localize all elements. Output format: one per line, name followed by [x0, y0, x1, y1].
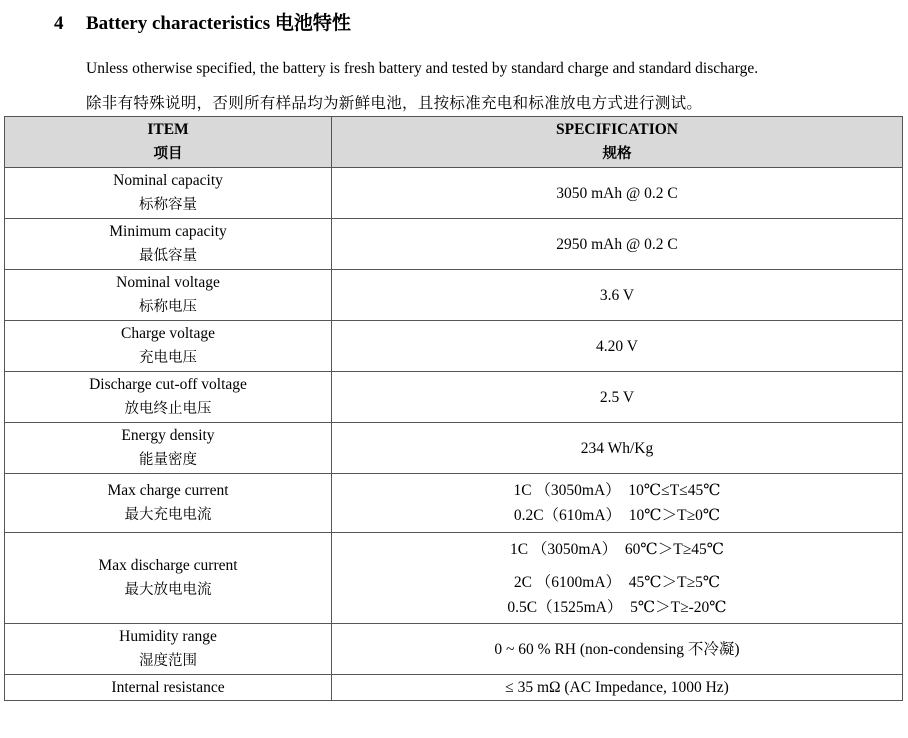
header-item-cn: 项目	[153, 146, 183, 162]
spec-cell: 2950 mAh @ 0.2 C	[332, 219, 903, 270]
item-cell	[5, 270, 332, 321]
header-spec-cn: 规格	[602, 146, 632, 162]
table-row	[5, 321, 903, 372]
spec-cell	[332, 474, 903, 533]
spec-cell: 3.6 V	[332, 270, 903, 321]
item-en: Charge voltage	[121, 325, 215, 342]
item-cn: 能量密度	[139, 452, 197, 468]
spec-cell: ≤ 35 mΩ (AC Impedance, 1000 Hz)	[332, 675, 903, 701]
spec-cell: 0 ~ 60 % RH (non-condensing 不冷凝)	[332, 624, 903, 675]
header-item-en: ITEM	[147, 121, 189, 138]
table-header-row	[5, 117, 903, 168]
charge-current-line: 0.2C（610mA） 10℃＞T≥0℃	[513, 507, 721, 524]
item-cell	[5, 168, 332, 219]
item-cn: 最大充电电流	[124, 507, 212, 523]
item-cn: 最大放电电流	[124, 582, 212, 598]
intro-english: Unless otherwise specified, the battery is fresh battery and tested by standard charge and standard discharge.	[86, 60, 759, 77]
table-row-internal-resistance	[5, 675, 903, 701]
item-cn: 充电电压	[139, 350, 197, 366]
spec-cell: 3050 mAh @ 0.2 C	[332, 168, 903, 219]
item-cell	[5, 624, 332, 675]
table-row-max-charge	[5, 474, 903, 533]
header-spec-cell	[332, 117, 903, 168]
spec-cell: 234 Wh/Kg	[332, 423, 903, 474]
item-cell	[5, 219, 332, 270]
item-en: Nominal capacity	[113, 172, 223, 189]
item-cn: 放电终止电压	[124, 401, 212, 417]
item-cell	[5, 321, 332, 372]
item-cn: 标称容量	[139, 197, 197, 213]
item-en: Discharge cut-off voltage	[89, 376, 247, 393]
item-cn: 标称电压	[139, 299, 197, 315]
item-en: Max discharge current	[98, 557, 238, 574]
table-row-max-discharge	[5, 533, 903, 624]
item-en: Humidity range	[119, 628, 217, 645]
table-row-humidity	[5, 624, 903, 675]
charge-current-line: 1C （3050mA） 10℃≤T≤45℃	[513, 482, 721, 499]
item-en: Max charge current	[107, 482, 229, 499]
section-number: 4	[54, 13, 64, 34]
table-row	[5, 270, 903, 321]
item-en: Internal resistance	[111, 679, 225, 696]
item-cn: 湿度范围	[139, 653, 197, 669]
item-cell	[5, 474, 332, 533]
header-item-cell	[5, 117, 332, 168]
spec-cell: 2.5 V	[332, 372, 903, 423]
table-row	[5, 168, 903, 219]
section-title: Battery characteristics 电池特性	[86, 13, 351, 34]
spec-cell: 4.20 V	[332, 321, 903, 372]
discharge-current-line: 2C （6100mA） 45℃＞T≥5℃	[513, 573, 721, 591]
table-row	[5, 372, 903, 423]
item-en: Minimum capacity	[109, 223, 227, 240]
table-row	[5, 423, 903, 474]
item-cell	[5, 533, 332, 624]
section-heading	[54, 8, 351, 35]
header-spec-en: SPECIFICATION	[555, 121, 678, 138]
spec-cell	[332, 533, 903, 624]
item-cn: 最低容量	[139, 248, 197, 264]
intro-chinese: 除非有特殊说明，否则所有样品均为新鲜电池，且按标准充电和标准放电方式进行测试。	[86, 94, 703, 112]
discharge-current-line: 1C （3050mA） 60℃＞T≥45℃	[509, 540, 725, 558]
item-cell	[5, 423, 332, 474]
characteristics-table	[4, 116, 903, 701]
item-cell	[5, 372, 332, 423]
table-row	[5, 219, 903, 270]
discharge-current-line: 0.5C（1525mA） 5℃＞T≥-20℃	[507, 598, 727, 616]
item-en: Energy density	[121, 427, 215, 444]
item-cell	[5, 675, 332, 701]
item-en: Nominal voltage	[116, 274, 220, 291]
